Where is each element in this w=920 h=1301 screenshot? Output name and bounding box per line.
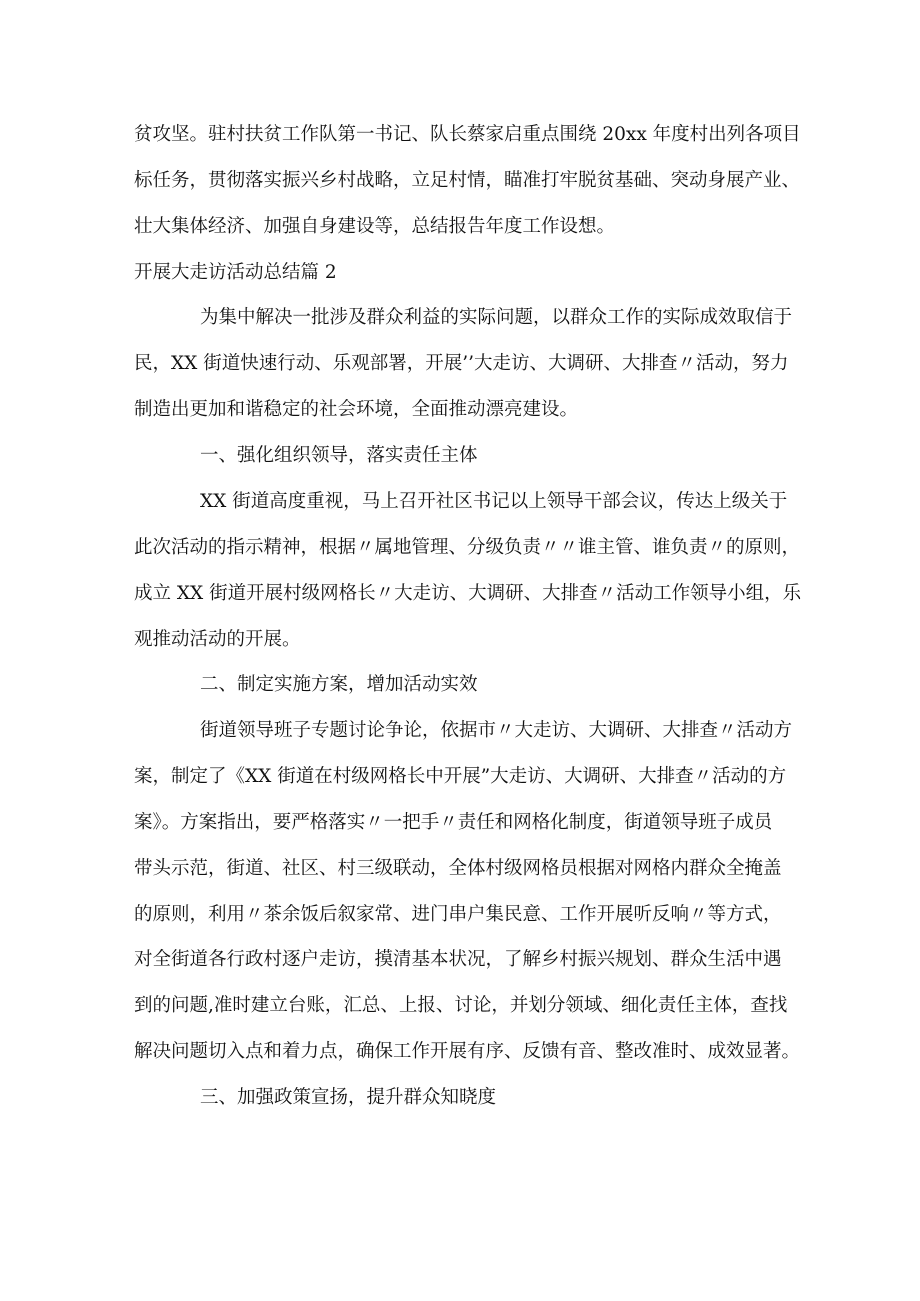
paragraph-line: 制造出更加和谐稳定的社会环境，全面推动漂亮建设。 [134,399,579,420]
section-title: 开展大走访活动总结篇 2 [134,262,337,283]
paragraph-line: 案，制定了《XX 街道在村级网格长中开展”大走访、大调研、大排查〃活动的方 [134,766,787,787]
paragraph-line: 带头示范，街道、社区、村三级联动，全体村级网格员根据对网格内群众全掩盖 [134,858,782,879]
paragraph-line: 解决问题切入点和着力点，确保工作开展有序、反馈有音、整改准时、成效显著。 [134,1041,801,1062]
paragraph-line: 的原则，利用〃茶余饭后叙家常、进门串户集民意、工作开展听反响〃等方式， [134,904,782,925]
paragraph-line: 壮大集体经济、加强自身建设等，总结报告年度工作设想。 [134,216,616,237]
paragraph-line: 对全街道各行政村逐户走访，摸清基本状况，了解乡村振兴规划、群众生活中遇 [134,949,782,970]
paragraph-line: 为集中解决一批涉及群众利益的实际问题，以群众工作的实际成效取信于 [200,307,793,328]
subheading: 二、制定实施方案，增加活动实效 [200,674,478,695]
paragraph-line: 标任务，贯彻落实振兴乡村战略，立足村情，瞄准打牢脱贫基础、突动身展产业、 [134,170,801,191]
paragraph-line: 到的问题,准时建立台账，汇总、上报、讨论，并划分领域、细化责任主体，查找 [134,995,788,1016]
paragraph-line: XX 街道高度重视，马上召开社区书记以上领导干部会议，传达上级关于 [200,491,788,512]
paragraph-line: 案》。方案指出，要严格落实〃一把手〃责任和网格化制度，街道领导班子成员 [134,812,773,833]
paragraph-line: 此次活动的指示精神，根据〃属地管理、分级负责〃〃谁主管、谁负责〃的原则， [134,537,801,558]
paragraph-line: 观推动活动的开展。 [134,629,301,650]
subheading: 一、强化组织领导，落实责任主体 [200,445,478,466]
subheading: 三、加强政策宣扬，提升群众知晓度 [200,1087,497,1108]
paragraph-line: 街道领导班子专题讨论争论，依据市〃大走访、大调研、大排查〃活动方 [200,720,793,741]
paragraph-line: 贫攻坚。驻村扶贫工作队第一书记、队长蔡家启重点围绕 20xx 年度村出列各项目 [134,124,801,145]
paragraph-line: 民，XX 街道快速行动、乐观部署，开展’’大走访、大调研、大排查〃活动，努力 [134,353,789,374]
paragraph-line: 成立 XX 街道开展村级网格长〃大走访、大调研、大排查〃活动工作领导小组，乐 [134,583,802,604]
